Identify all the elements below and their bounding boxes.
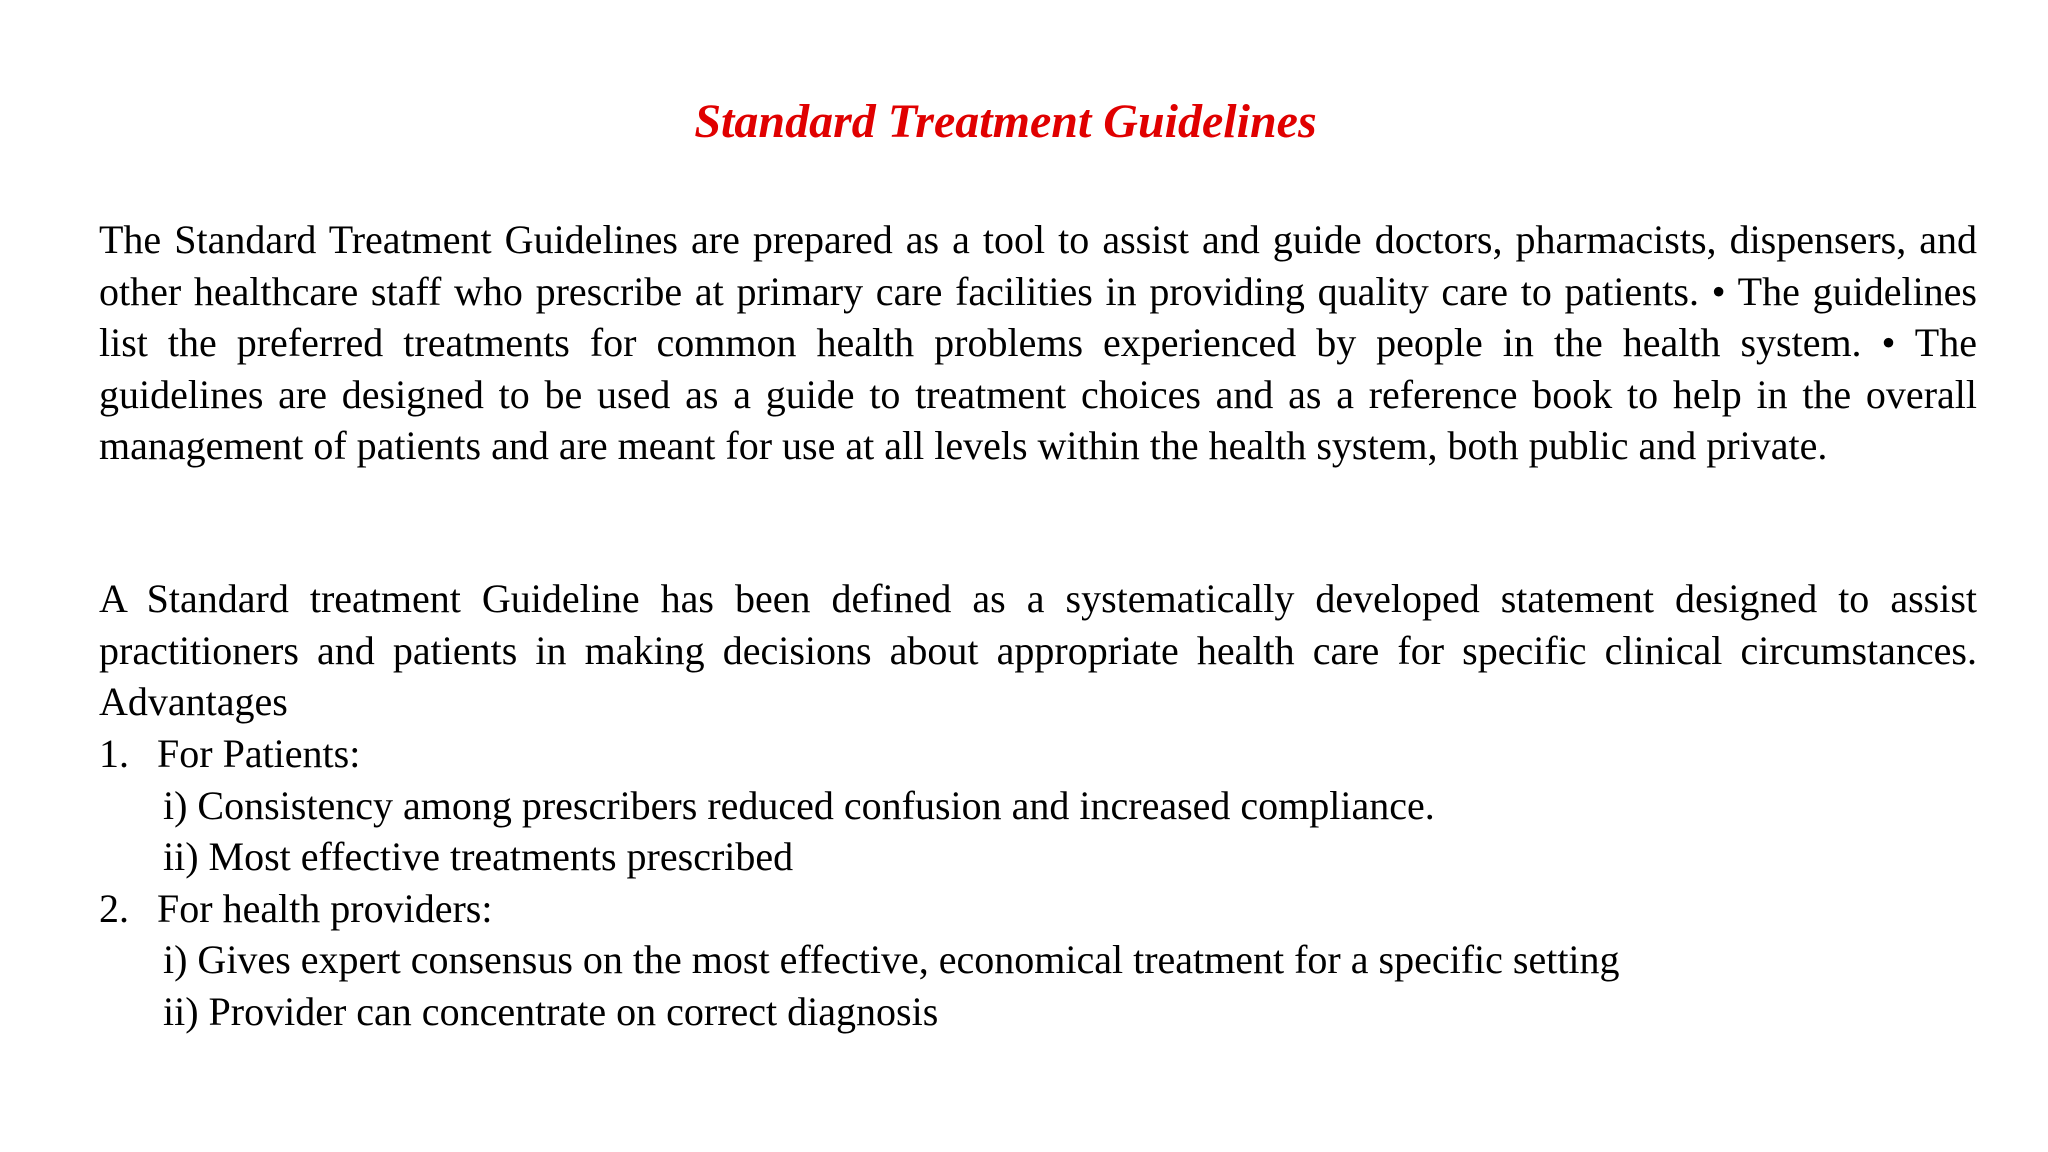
list-number: 2.: [99, 885, 129, 931]
intro-paragraph: The Standard Treatment Guidelines are prepared as a tool to assist and guide doctors, pharmacists, dispensers, and other healthcare staff who prescribe at primary care facilities in providing quality care to patients. • The guidelines list the preferred treatments for common health problems experienced by people in the health system. • The guidelines are designed to be used as a guide to treatment choices and as a reference book to help in the overall management of patients and are meant for use at all levels within the health system, both public and private.: [99, 217, 1977, 468]
list-item-patients: [99, 728, 1977, 780]
sub-item: i) Gives expert consensus on the most effective, economical treatment for a specific setting: [163, 937, 1620, 982]
sub-item: ii) Provider can concentrate on correct diagnosis: [163, 988, 939, 1034]
advantages-list: [99, 728, 1977, 1037]
sub-item: i) Consistency among prescribers reduced confusion and increased compliance.: [163, 782, 1435, 828]
list-number: 1.: [99, 731, 129, 776]
list-item-providers: [99, 883, 1977, 935]
definition-paragraph: A Standard treatment Guideline has been defined as a systematically developed statement designed to assist practitioners and patients in making decisions about appropriate health care for specific clinical circumstances. Advantages: [99, 576, 1977, 724]
list-heading: For Patients:: [157, 731, 361, 776]
slide-title: Standard Treatment Guidelines: [694, 95, 1317, 148]
list-heading: For health providers:: [157, 885, 493, 931]
sub-item: ii) Most effective treatments prescribed: [163, 834, 794, 879]
